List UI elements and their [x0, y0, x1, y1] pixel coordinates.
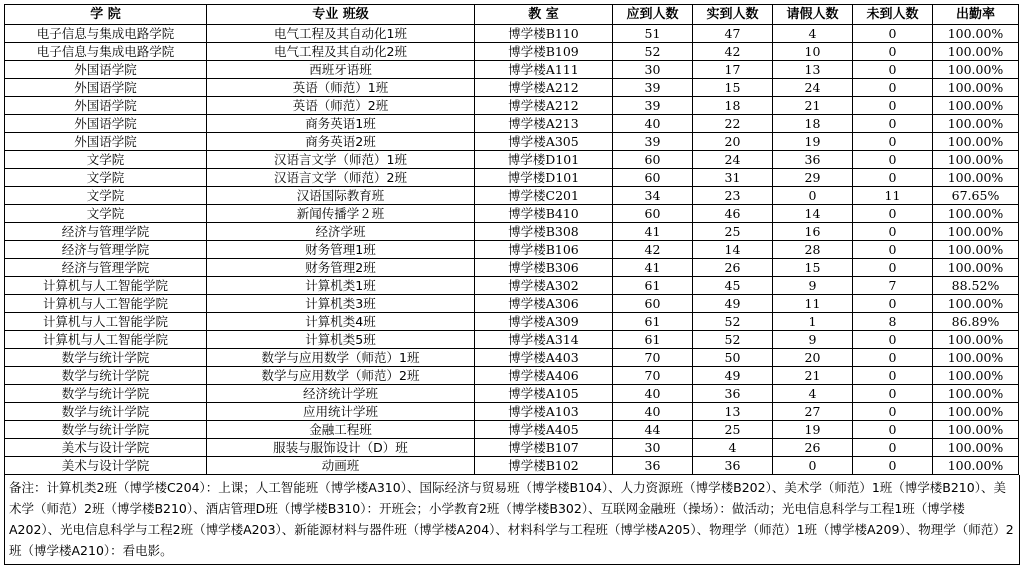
cell-college: 外国语学院: [5, 61, 207, 79]
cell-class: 电气工程及其自动化1班: [207, 25, 475, 43]
cell-college: 计算机与人工智能学院: [5, 295, 207, 313]
cell-expected: 40: [613, 115, 693, 133]
cell-present: 36: [693, 385, 773, 403]
cell-expected: 44: [613, 421, 693, 439]
table-row: [5, 133, 1019, 151]
table-row: [5, 241, 1019, 259]
cell-rate: 100.00%: [933, 79, 1019, 97]
cell-classroom: 博学楼A405: [475, 421, 613, 439]
cell-classroom: 博学楼A212: [475, 79, 613, 97]
cell-rate: 100.00%: [933, 385, 1019, 403]
cell-rate: 100.00%: [933, 97, 1019, 115]
cell-college: 文学院: [5, 205, 207, 223]
cell-absent: 0: [853, 367, 933, 385]
cell-class: 计算机类3班: [207, 295, 475, 313]
cell-college: 经济与管理学院: [5, 223, 207, 241]
table-row: [5, 79, 1019, 97]
cell-present: 15: [693, 79, 773, 97]
cell-college: 美术与设计学院: [5, 457, 207, 475]
cell-expected: 60: [613, 295, 693, 313]
cell-class: 商务英语2班: [207, 133, 475, 151]
cell-leave: 11: [773, 295, 853, 313]
cell-leave: 16: [773, 223, 853, 241]
cell-present: 4: [693, 439, 773, 457]
cell-leave: 0: [773, 187, 853, 205]
cell-expected: 34: [613, 187, 693, 205]
cell-expected: 42: [613, 241, 693, 259]
cell-class: 计算机类5班: [207, 331, 475, 349]
cell-rate: 100.00%: [933, 115, 1019, 133]
cell-rate: 67.65%: [933, 187, 1019, 205]
cell-classroom: 博学楼B107: [475, 439, 613, 457]
cell-class: 数学与应用数学（师范）2班: [207, 367, 475, 385]
header-classroom: 教 室: [475, 5, 613, 25]
cell-college: 外国语学院: [5, 115, 207, 133]
cell-rate: 86.89%: [933, 313, 1019, 331]
cell-absent: 0: [853, 259, 933, 277]
cell-present: 46: [693, 205, 773, 223]
cell-leave: 26: [773, 439, 853, 457]
cell-present: 25: [693, 421, 773, 439]
cell-class: 新闻传播学２班: [207, 205, 475, 223]
cell-classroom: 博学楼D101: [475, 169, 613, 187]
cell-absent: 0: [853, 223, 933, 241]
cell-present: 25: [693, 223, 773, 241]
cell-classroom: 博学楼A213: [475, 115, 613, 133]
cell-classroom: 博学楼A305: [475, 133, 613, 151]
cell-expected: 70: [613, 349, 693, 367]
cell-expected: 39: [613, 97, 693, 115]
cell-expected: 60: [613, 151, 693, 169]
table-row: [5, 277, 1019, 295]
cell-absent: 0: [853, 115, 933, 133]
cell-leave: 9: [773, 277, 853, 295]
cell-leave: 4: [773, 385, 853, 403]
cell-class: 应用统计学班: [207, 403, 475, 421]
cell-expected: 39: [613, 133, 693, 151]
header-row: [5, 5, 1019, 25]
cell-rate: 100.00%: [933, 349, 1019, 367]
cell-present: 22: [693, 115, 773, 133]
table-row: [5, 61, 1019, 79]
cell-absent: 0: [853, 439, 933, 457]
cell-absent: 0: [853, 43, 933, 61]
cell-absent: 0: [853, 241, 933, 259]
cell-absent: 0: [853, 331, 933, 349]
table-row: [5, 25, 1019, 43]
table-row: [5, 43, 1019, 61]
cell-college: 数学与统计学院: [5, 385, 207, 403]
table-row: [5, 115, 1019, 133]
header-absent: 未到人数: [853, 5, 933, 25]
cell-rate: 100.00%: [933, 223, 1019, 241]
cell-absent: 0: [853, 133, 933, 151]
cell-absent: 0: [853, 421, 933, 439]
cell-leave: 36: [773, 151, 853, 169]
cell-expected: 40: [613, 403, 693, 421]
cell-classroom: 博学楼A212: [475, 97, 613, 115]
cell-class: 财务管理1班: [207, 241, 475, 259]
cell-absent: 8: [853, 313, 933, 331]
cell-present: 49: [693, 367, 773, 385]
cell-college: 计算机与人工智能学院: [5, 277, 207, 295]
cell-classroom: 博学楼B410: [475, 205, 613, 223]
cell-leave: 21: [773, 367, 853, 385]
cell-expected: 70: [613, 367, 693, 385]
cell-college: 文学院: [5, 169, 207, 187]
attendance-sheet: [4, 4, 1018, 565]
cell-present: 26: [693, 259, 773, 277]
cell-present: 49: [693, 295, 773, 313]
cell-rate: 100.00%: [933, 205, 1019, 223]
cell-present: 45: [693, 277, 773, 295]
cell-present: 24: [693, 151, 773, 169]
cell-college: 电子信息与集成电路学院: [5, 43, 207, 61]
cell-expected: 60: [613, 205, 693, 223]
cell-rate: 100.00%: [933, 367, 1019, 385]
cell-rate: 100.00%: [933, 151, 1019, 169]
cell-rate: 88.52%: [933, 277, 1019, 295]
table-row: [5, 439, 1019, 457]
cell-absent: 0: [853, 385, 933, 403]
cell-college: 计算机与人工智能学院: [5, 313, 207, 331]
cell-present: 13: [693, 403, 773, 421]
cell-college: 文学院: [5, 151, 207, 169]
cell-present: 47: [693, 25, 773, 43]
cell-college: 数学与统计学院: [5, 421, 207, 439]
cell-present: 14: [693, 241, 773, 259]
cell-absent: 0: [853, 61, 933, 79]
cell-rate: 100.00%: [933, 403, 1019, 421]
cell-classroom: 博学楼B306: [475, 259, 613, 277]
table-row: [5, 169, 1019, 187]
cell-leave: 10: [773, 43, 853, 61]
cell-rate: 100.00%: [933, 331, 1019, 349]
cell-classroom: 博学楼B109: [475, 43, 613, 61]
table-row: [5, 457, 1019, 475]
cell-college: 美术与设计学院: [5, 439, 207, 457]
table-row: [5, 187, 1019, 205]
table-row: [5, 223, 1019, 241]
cell-absent: 0: [853, 205, 933, 223]
cell-class: 商务英语1班: [207, 115, 475, 133]
cell-leave: 0: [773, 457, 853, 475]
table-row: [5, 295, 1019, 313]
cell-leave: 9: [773, 331, 853, 349]
attendance-table: [4, 4, 1019, 475]
cell-college: 外国语学院: [5, 97, 207, 115]
cell-expected: 61: [613, 277, 693, 295]
cell-class: 数学与应用数学（师范）1班: [207, 349, 475, 367]
cell-college: 数学与统计学院: [5, 403, 207, 421]
table-row: [5, 151, 1019, 169]
header-leave: 请假人数: [773, 5, 853, 25]
cell-present: 20: [693, 133, 773, 151]
cell-present: 52: [693, 313, 773, 331]
cell-classroom: 博学楼D101: [475, 151, 613, 169]
cell-class: 经济统计学班: [207, 385, 475, 403]
cell-college: 经济与管理学院: [5, 241, 207, 259]
table-row: [5, 259, 1019, 277]
cell-class: 英语（师范）1班: [207, 79, 475, 97]
header-class: 专业 班级: [207, 5, 475, 25]
cell-absent: 0: [853, 169, 933, 187]
cell-present: 42: [693, 43, 773, 61]
cell-expected: 61: [613, 313, 693, 331]
cell-expected: 41: [613, 259, 693, 277]
table-row: [5, 313, 1019, 331]
cell-rate: 100.00%: [933, 421, 1019, 439]
cell-college: 计算机与人工智能学院: [5, 331, 207, 349]
cell-class: 计算机类4班: [207, 313, 475, 331]
cell-absent: 0: [853, 403, 933, 421]
cell-college: 文学院: [5, 187, 207, 205]
cell-rate: 100.00%: [933, 295, 1019, 313]
cell-classroom: 博学楼A403: [475, 349, 613, 367]
table-row: [5, 331, 1019, 349]
cell-expected: 41: [613, 223, 693, 241]
cell-college: 数学与统计学院: [5, 349, 207, 367]
cell-classroom: 博学楼C201: [475, 187, 613, 205]
cell-expected: 60: [613, 169, 693, 187]
cell-absent: 7: [853, 277, 933, 295]
cell-rate: 100.00%: [933, 133, 1019, 151]
cell-class: 财务管理2班: [207, 259, 475, 277]
cell-present: 18: [693, 97, 773, 115]
cell-leave: 20: [773, 349, 853, 367]
cell-leave: 1: [773, 313, 853, 331]
cell-class: 电气工程及其自动化2班: [207, 43, 475, 61]
header-present: 实到人数: [693, 5, 773, 25]
cell-leave: 18: [773, 115, 853, 133]
cell-leave: 24: [773, 79, 853, 97]
cell-class: 英语（师范）2班: [207, 97, 475, 115]
cell-absent: 11: [853, 187, 933, 205]
cell-leave: 4: [773, 25, 853, 43]
cell-class: 服装与服饰设计（D）班: [207, 439, 475, 457]
cell-college: 数学与统计学院: [5, 367, 207, 385]
cell-college: 外国语学院: [5, 79, 207, 97]
cell-leave: 19: [773, 421, 853, 439]
cell-leave: 13: [773, 61, 853, 79]
table-body: [5, 25, 1019, 475]
cell-leave: 29: [773, 169, 853, 187]
cell-present: 31: [693, 169, 773, 187]
cell-class: 动画班: [207, 457, 475, 475]
cell-present: 17: [693, 61, 773, 79]
cell-classroom: 博学楼A309: [475, 313, 613, 331]
cell-expected: 30: [613, 61, 693, 79]
cell-rate: 100.00%: [933, 457, 1019, 475]
cell-leave: 14: [773, 205, 853, 223]
cell-classroom: 博学楼B102: [475, 457, 613, 475]
table-row: [5, 385, 1019, 403]
header-rate: 出勤率: [933, 5, 1019, 25]
cell-expected: 39: [613, 79, 693, 97]
cell-leave: 19: [773, 133, 853, 151]
cell-classroom: 博学楼A314: [475, 331, 613, 349]
cell-leave: 28: [773, 241, 853, 259]
header-expected: 应到人数: [613, 5, 693, 25]
cell-absent: 0: [853, 97, 933, 115]
cell-leave: 21: [773, 97, 853, 115]
cell-present: 52: [693, 331, 773, 349]
cell-leave: 27: [773, 403, 853, 421]
cell-rate: 100.00%: [933, 169, 1019, 187]
cell-college: 外国语学院: [5, 133, 207, 151]
cell-rate: 100.00%: [933, 25, 1019, 43]
cell-expected: 61: [613, 331, 693, 349]
header-college: 学 院: [5, 5, 207, 25]
table-row: [5, 421, 1019, 439]
cell-class: 汉语言文学（师范）1班: [207, 151, 475, 169]
table-row: [5, 205, 1019, 223]
cell-class: 汉语国际教育班: [207, 187, 475, 205]
cell-classroom: 博学楼B308: [475, 223, 613, 241]
cell-absent: 0: [853, 295, 933, 313]
cell-absent: 0: [853, 79, 933, 97]
table-row: [5, 97, 1019, 115]
cell-absent: 0: [853, 25, 933, 43]
remarks-note: 备注：计算机类2班（博学楼C204）：上课；人工智能班（博学楼A310）、国际经济与贸易班（博学楼B104）、人力资源班（博学楼B202）、美术学（师范）1班（博学楼B210）、美术学（师范）2班（博学楼B210）、酒店管理D班（博学楼B310）：开班会；小学教育2班（博学楼B302）、互联网金融班（操场）：做活动；光电信息科学与工程1班（博学楼A202）、光电信息科学与工程2班（博学楼A203）、新能源材料与器件班（博学楼A204）、材料科学与工程班（博学楼A205）、物理学（师范）1班（博学楼A209）、物理学（师范）2班（博学楼A210）：看电影。: [4, 475, 1020, 565]
cell-class: 计算机类1班: [207, 277, 475, 295]
table-row: [5, 367, 1019, 385]
cell-present: 23: [693, 187, 773, 205]
cell-class: 金融工程班: [207, 421, 475, 439]
cell-expected: 51: [613, 25, 693, 43]
cell-classroom: 博学楼B106: [475, 241, 613, 259]
cell-expected: 52: [613, 43, 693, 61]
cell-college: 电子信息与集成电路学院: [5, 25, 207, 43]
cell-classroom: 博学楼A103: [475, 403, 613, 421]
cell-expected: 40: [613, 385, 693, 403]
cell-classroom: 博学楼A306: [475, 295, 613, 313]
cell-absent: 0: [853, 349, 933, 367]
cell-class: 汉语言文学（师范）2班: [207, 169, 475, 187]
cell-college: 经济与管理学院: [5, 259, 207, 277]
cell-rate: 100.00%: [933, 439, 1019, 457]
cell-expected: 30: [613, 439, 693, 457]
cell-rate: 100.00%: [933, 241, 1019, 259]
cell-classroom: 博学楼A302: [475, 277, 613, 295]
cell-present: 36: [693, 457, 773, 475]
cell-classroom: 博学楼B110: [475, 25, 613, 43]
cell-class: 经济学班: [207, 223, 475, 241]
table-row: [5, 403, 1019, 421]
table-row: [5, 349, 1019, 367]
cell-expected: 36: [613, 457, 693, 475]
cell-classroom: 博学楼A105: [475, 385, 613, 403]
cell-rate: 100.00%: [933, 61, 1019, 79]
cell-classroom: 博学楼A406: [475, 367, 613, 385]
cell-present: 50: [693, 349, 773, 367]
cell-absent: 0: [853, 457, 933, 475]
cell-class: 西班牙语班: [207, 61, 475, 79]
cell-rate: 100.00%: [933, 259, 1019, 277]
cell-absent: 0: [853, 151, 933, 169]
cell-rate: 100.00%: [933, 43, 1019, 61]
cell-classroom: 博学楼A111: [475, 61, 613, 79]
cell-leave: 15: [773, 259, 853, 277]
